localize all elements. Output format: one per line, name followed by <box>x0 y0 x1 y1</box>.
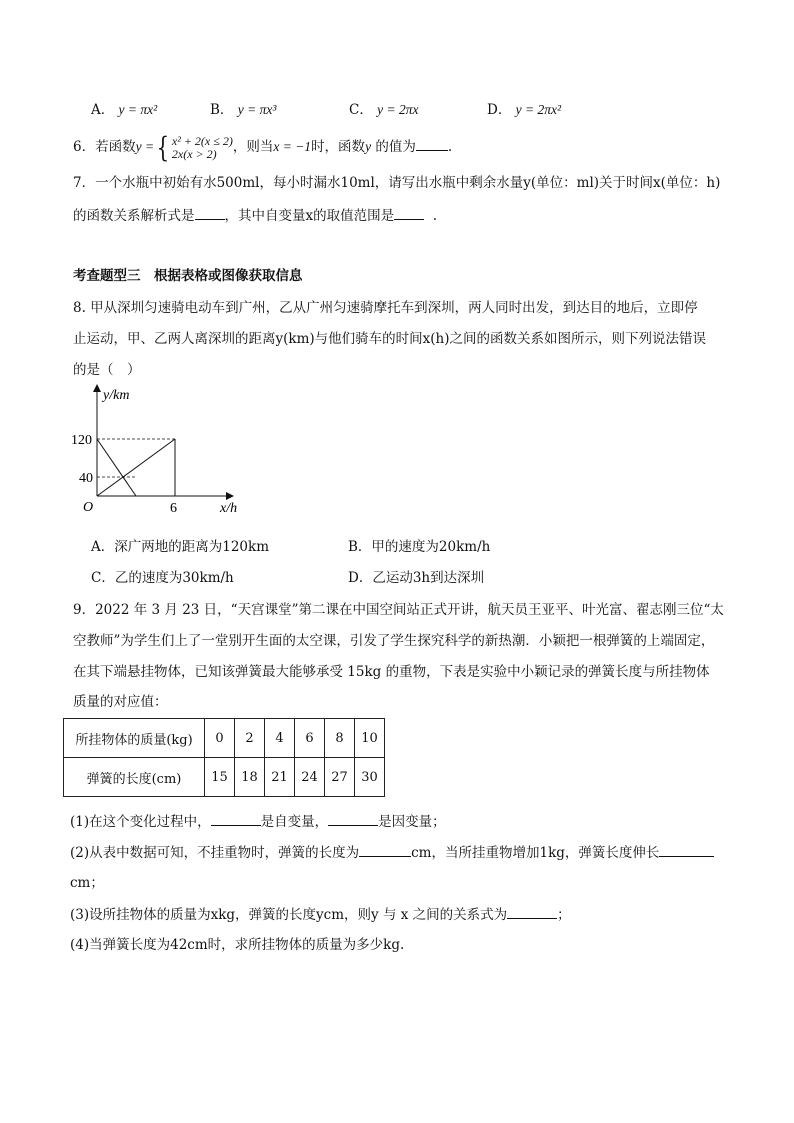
q6-mid2: 时，函数 <box>311 139 366 155</box>
q9-sub-4: (4)当弹簧长度为42cm时，求所挂物体的质量为多少kg. <box>70 937 405 953</box>
q9-sub-2 <box>70 842 714 863</box>
q8-line-3: 的是（ ） <box>73 362 141 378</box>
table-row-1-header: 所挂物体的质量(kg) <box>64 719 205 758</box>
q8-option-d: D．乙运动3h到达深圳 <box>348 570 485 586</box>
q9-line-3: 在其下端悬挂物体，已知该弹簧最大能够承受 15kg 的重物，下表是实验中小颖记录的弹簧长度与所挂物体 <box>73 664 710 680</box>
table-cell: 6 <box>295 719 325 758</box>
q9-sub-1 <box>70 811 446 832</box>
table-cell: 21 <box>265 758 295 797</box>
q9-sub-1-b: 是自变量， <box>260 814 329 830</box>
y-tick-40: 40 <box>79 471 93 486</box>
q9-sub-3-b: ； <box>557 907 571 923</box>
q9-data-table <box>63 718 385 797</box>
q9-sub-1-a: (1)在这个变化过程中， <box>70 814 211 830</box>
q5-option-d-letter: D． <box>487 102 512 118</box>
q6-pieces <box>172 135 233 161</box>
q9-sub-2-blank-2[interactable] <box>659 842 714 857</box>
q9-sub-2-a: (2)从表中数据可知，不挂重物时，弹簧的长度为 <box>70 845 360 861</box>
q9-line-2: 空教师”为学生们上了一堂别开生面的太空课，引发了学生探究科学的新热潮．小颖把一根弹簧的上端固定， <box>73 633 715 649</box>
q6-mid: ，则当 <box>232 139 274 155</box>
q8-option-c: C．乙的速度为30km/h <box>91 570 234 586</box>
table-cell: 18 <box>235 758 265 797</box>
q7-blank-1[interactable] <box>195 205 225 220</box>
q5-option-b-expr: y = πx³ <box>237 102 277 117</box>
table-cell: 30 <box>355 758 385 797</box>
table-cell: 2 <box>235 719 265 758</box>
q5-option-a <box>91 100 157 120</box>
q9-sub-1-blank-1[interactable] <box>211 811 261 826</box>
q9-sub-3-blank[interactable] <box>507 904 557 919</box>
table-cell: 10 <box>355 719 385 758</box>
q8-option-a: A．深广两地的距离为120km <box>91 539 269 555</box>
table-row <box>64 758 385 797</box>
table-cell: 0 <box>205 719 235 758</box>
q9-sub-2-cont: cm； <box>70 875 104 891</box>
q5-option-d-expr: y = 2πx² <box>515 102 562 117</box>
q7-line-2 <box>73 205 437 226</box>
q8-line-1: 8. 甲从深圳匀速骑电动车到广州，乙从广州匀速骑摩托车到深圳，两人同时出发，到达目的地后，立即停 <box>73 300 698 316</box>
q9-sub-3 <box>70 904 571 925</box>
table-cell: 24 <box>295 758 325 797</box>
y-axis-label: y/km <box>103 388 130 403</box>
q6-brace: { <box>156 130 170 164</box>
q6-prefix: 6．若函数 <box>73 139 136 155</box>
x-tick-6: 6 <box>170 501 177 516</box>
table-row <box>64 719 385 758</box>
q7-line-1: 7．一个水瓶中初始有水500ml，每小时漏水10ml，请写出水瓶中剩余水量y(单位：ml)关于时间x(单位：h) <box>73 175 721 191</box>
q7-line-2-a: 的函数关系解析式是 <box>73 208 195 224</box>
q5-option-c-letter: C． <box>349 102 373 118</box>
table-row-2-header: 弹簧的长度(cm) <box>64 758 205 797</box>
series-yi-line <box>97 439 136 496</box>
q9-sub-3-a: (3)设所挂物体的质量为xkg，弹簧的长度ycm，则y 与 x 之间的关系式为 <box>70 907 508 923</box>
q5-option-a-letter: A． <box>91 102 115 118</box>
q9-line-4: 质量的对应值： <box>73 694 168 710</box>
q6-piece-1: x² + 2(x ≤ 2) <box>171 133 233 148</box>
q9-sub-1-c: 是因变量； <box>378 814 446 830</box>
q7-line-2-c: . <box>432 208 438 224</box>
q9-sub-2-b: cm，当所挂重物增加1kg，弹簧长度伸长 <box>411 845 660 861</box>
q6-y-var: y <box>365 139 372 154</box>
y-tick-120: 120 <box>71 433 92 448</box>
q5-option-d <box>487 100 561 120</box>
q9-sub-2-blank-1[interactable] <box>359 842 411 857</box>
q6-suffix: 的值为 <box>375 139 416 155</box>
q6-y: y = <box>135 139 155 154</box>
q9-sub-1-blank-2[interactable] <box>328 811 378 826</box>
q6-condition: x = −1 <box>273 139 312 154</box>
q8-line-2: 止运动，甲、乙两人离深圳的距离y(km)与他们骑车的时间x(h)之间的函数关系如图所示，则下列说法错误 <box>73 331 706 347</box>
q7-blank-2[interactable] <box>394 205 424 220</box>
q6-end: . <box>447 139 453 155</box>
q7-line-2-b: ，其中自变量x的取值范围是 <box>224 208 395 224</box>
series-jia-line <box>97 439 175 496</box>
x-axis-label: x/h <box>220 501 238 516</box>
q6-piece-2: 2x(x > 2) <box>171 146 217 161</box>
q8-graph <box>60 380 260 520</box>
table-cell: 15 <box>205 758 235 797</box>
table-cell: 27 <box>325 758 355 797</box>
origin-label: O <box>83 500 94 515</box>
q6 <box>73 132 452 162</box>
q8-option-b: B．甲的速度为20km/h <box>348 539 491 555</box>
q6-answer-blank[interactable] <box>416 136 448 151</box>
q5-option-b <box>210 100 276 120</box>
table-cell: 8 <box>325 719 355 758</box>
section-heading: 考查题型三 根据表格或图像获取信息 <box>73 268 303 284</box>
q5-option-c <box>349 100 419 120</box>
q5-option-b-letter: B． <box>210 102 234 118</box>
q5-option-a-expr: y = πx² <box>118 102 158 117</box>
table-cell: 4 <box>265 719 295 758</box>
q9-line-1: 9．2022 年 3 月 23 日，“天宫课堂”第二课在中国空间站正式开讲，航天员王亚平、叶光富、翟志刚三位“太 <box>73 602 724 618</box>
q5-option-c-expr: y = 2πx <box>377 102 419 117</box>
